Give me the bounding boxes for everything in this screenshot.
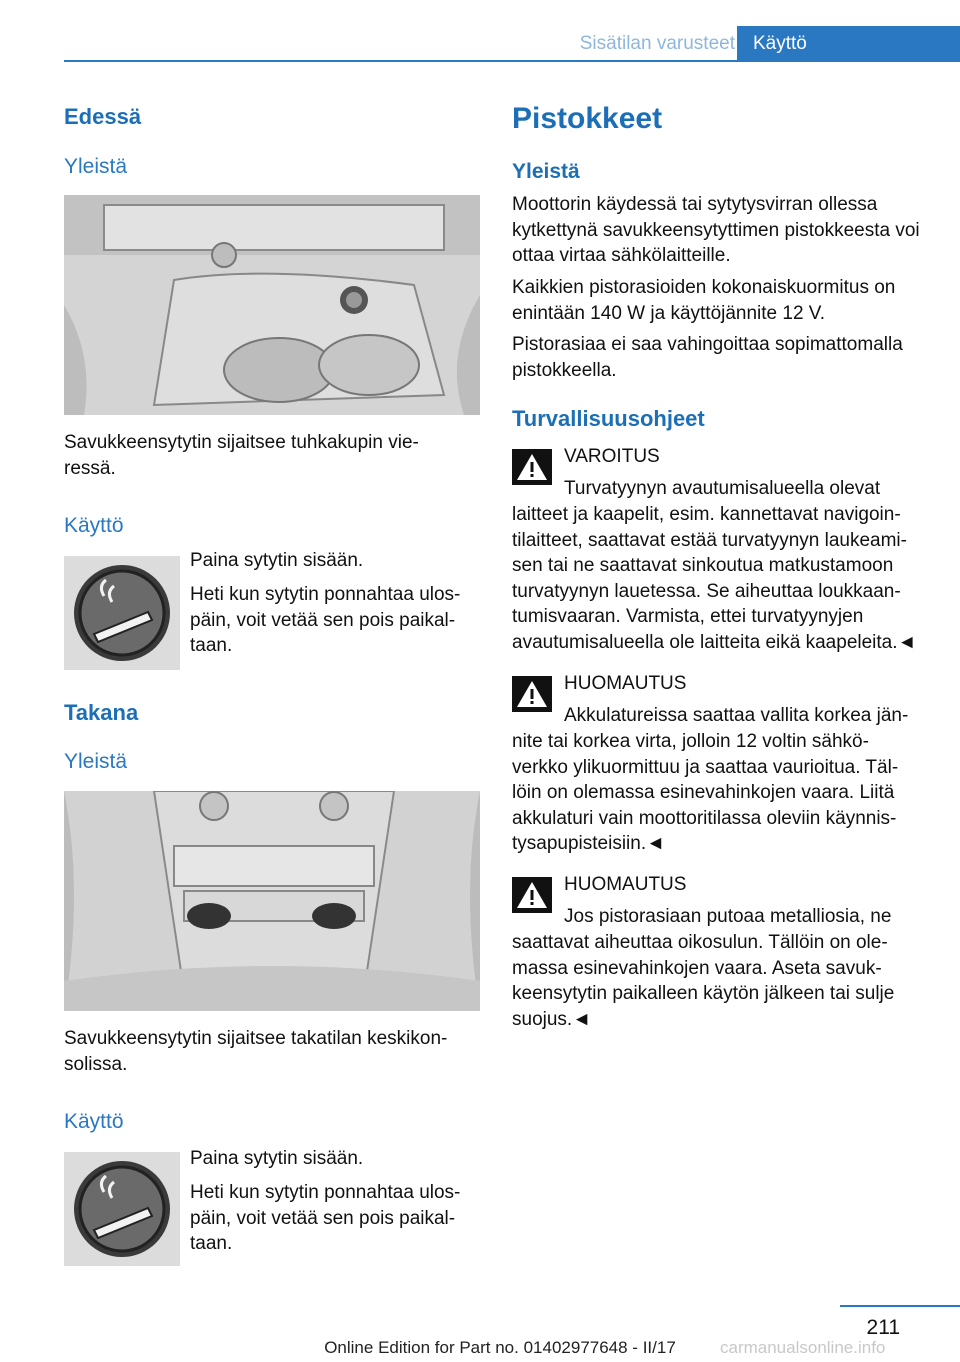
paragraph-3: Pistorasiaa ei saa vahingoittaa sopimattomalla pistokkeella. (512, 334, 903, 381)
paragraph-2: Kaikkien pistorasioiden kokonaiskuormitus on enintään 140 W ja käyttöjännite 12 V. (512, 277, 896, 324)
subheading-right-general: Yleistä (512, 160, 580, 183)
subheading-rear-general: Yleistä (64, 750, 128, 773)
notice1-text: nite tai korkea virta, jolloin 12 voltin sähkö‐ verkko ylikuormittuu ja saattaa vaurioitua. Täl‐ löin on olemassa esinevahinkojen vaara. Liitä akkulaturi vain moottoritilassa oleviin käynnis‐ tysapupisteisiin.◄ (512, 731, 899, 854)
front-caption: Savukkeensytytin sijaitsee tuhkakupin vie‐ ressä. (64, 432, 419, 479)
header-tab-kaytto: Käyttö (737, 26, 960, 62)
rear-use-step1: Paina sytytin sisään. (190, 1148, 364, 1169)
paragraph-1: Moottorin käydessä tai sytytysvirran ollessa kytkettynä savukkeensytyttimen pistokkeesta voi ottaa virtaa sähkölaitteille. (512, 194, 920, 266)
warning-triangle-icon (512, 877, 552, 913)
subheading-front-general: Yleistä (64, 155, 128, 178)
header-rule (64, 60, 960, 62)
notice2-text: saattavat aiheuttaa oikosulun. Tällöin on ole‐ massa esinevahinkojen vaara. Aseta savuk‐ keensytytin paikalleen käytön jälkeen tai sulje suojus.◄ (512, 932, 895, 1030)
notice2-first-line: Jos pistorasiaan putoaa metalliosia, ne (564, 906, 892, 927)
notice1-first-line: Akkulatureissa saattaa vallita korkea jän‐ (564, 705, 909, 726)
warning1-label: VAROITUS (564, 446, 660, 467)
front-console-illustration (64, 195, 480, 415)
heading-safety: Turvallisuusohjeet (512, 406, 705, 431)
front-use-step2: Heti kun sytytin ponnahtaa ulos‐ päin, voit vetää sen pois paikal‐ taan. (190, 584, 461, 656)
rear-console-illustration (64, 791, 480, 1011)
notice2-label: HUOMAUTUS (564, 874, 687, 895)
page-number: 211 (866, 1316, 900, 1339)
lighter-button-icon (64, 1152, 180, 1266)
heading-takana: Takana (64, 700, 139, 725)
warning-triangle-icon (512, 449, 552, 485)
rear-caption: Savukkeensytytin sijaitsee takatilan keskikon‐ solissa. (64, 1028, 448, 1075)
notice1-label: HUOMAUTUS (564, 673, 687, 694)
lighter-button-icon (64, 556, 180, 670)
warning1-first-line: Turvatyynyn avautumisalueella olevat (564, 478, 881, 499)
watermark-text: carmanualsonline.info (720, 1338, 886, 1357)
front-use-step1: Paina sytytin sisään. (190, 550, 364, 571)
warning-triangle-icon (512, 676, 552, 712)
rear-use-step2: Heti kun sytytin ponnahtaa ulos‐ päin, voit vetää sen pois paikal‐ taan. (190, 1182, 461, 1254)
subheading-front-use: Käyttö (64, 514, 124, 537)
edition-text: Online Edition for Part no. 01402977648 - II/17 (324, 1338, 676, 1357)
subheading-rear-use: Käyttö (64, 1110, 124, 1133)
header-section-label: Sisätilan varusteet (579, 33, 735, 54)
heading-edessa: Edessä (64, 104, 142, 129)
footer-rule (840, 1305, 960, 1307)
heading-pistokkeet: Pistokkeet (512, 102, 663, 135)
warning1-text: laitteet ja kaapelit, esim. kannettavat navigoin‐ tilaitteet, saattavat estää turvatyynyn laukeami‐ sen tai ne saattavat sinkoutua matkustamoon turvatyynyn lauetessa. Se aiheuttaa loukkaan‐ tumisvaaran. Varmista, ettei turvatyynyjen avautumisalueella ole laitteita eikä kaapeleita.◄ (512, 504, 917, 653)
